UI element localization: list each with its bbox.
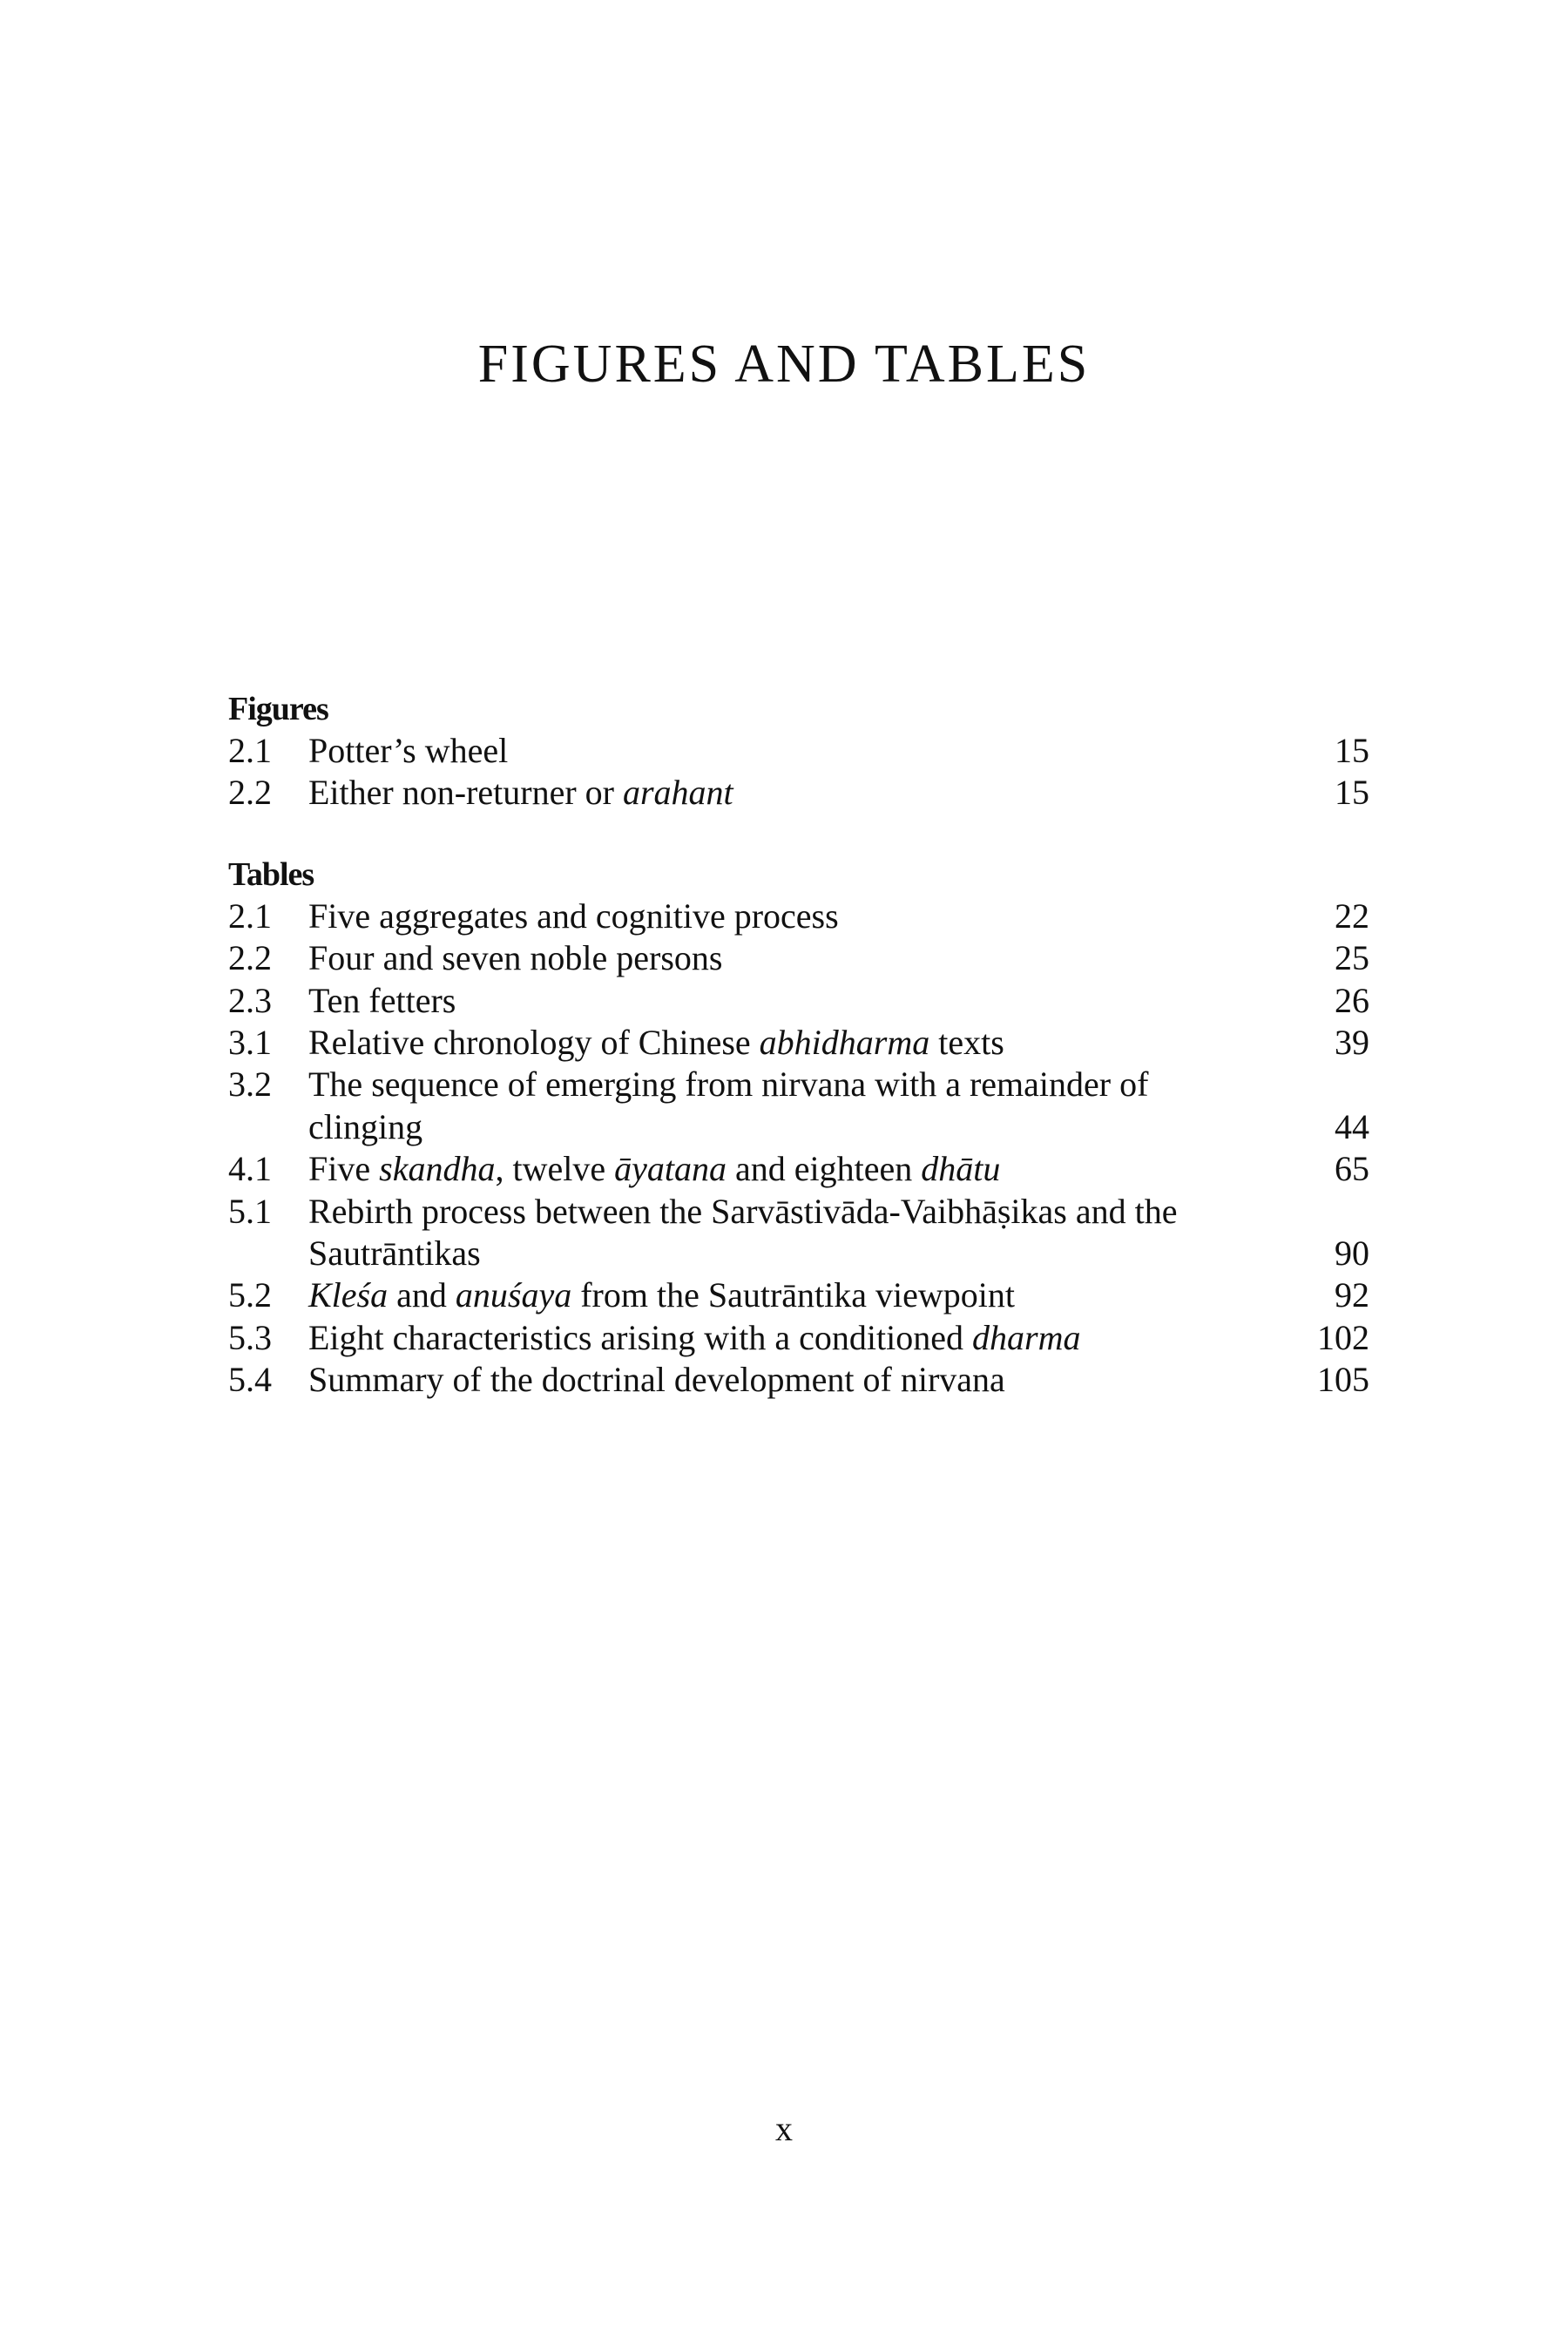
table-entry-title: Rebirth process between the Sarvāstivāda-Vaibhāṣikas and the Sautrāntikas [308, 1191, 1178, 1274]
table-entry-page: 65 [1335, 1149, 1369, 1189]
figures-section [228, 688, 1369, 814]
table-entry-number: 5.3 [228, 1317, 272, 1357]
figure-entry [228, 772, 1369, 814]
tables-section [228, 854, 1369, 1402]
table-entry-number: 2.3 [228, 980, 272, 1020]
table-entry [228, 1148, 1369, 1190]
table-entry-number: 5.1 [228, 1191, 272, 1231]
table-entry-title: Eight characteristics arising with a conditioned dharma [308, 1317, 1081, 1357]
table-entry-number: 5.2 [228, 1275, 272, 1315]
table-entry-page: 92 [1335, 1275, 1369, 1315]
figure-entry-number: 2.2 [228, 773, 272, 813]
figure-entry-title: Either non-returner or arahant [308, 773, 733, 813]
table-entry-page: 25 [1335, 938, 1369, 978]
lists-container [228, 688, 1369, 1441]
table-entry-page: 22 [1335, 896, 1369, 936]
figures-heading: Figures [228, 691, 328, 727]
table-entry-title: Kleśa and anuśaya from the Sautrāntika viewpoint [308, 1275, 1015, 1315]
table-entry [228, 1317, 1369, 1359]
table-entry [228, 1022, 1369, 1064]
table-entry [228, 980, 1369, 1022]
tables-heading: Tables [228, 855, 314, 893]
figure-entry [228, 730, 1369, 772]
table-entry-title: Five skandha, twelve āyatana and eighteen dhātu [308, 1149, 1001, 1189]
figure-entry-number: 2.1 [228, 731, 272, 770]
table-entry-title: The sequence of emerging from nirvana with a remainder of clinging [308, 1064, 1149, 1146]
table-entry-page: 105 [1317, 1360, 1369, 1400]
table-entry [228, 1359, 1369, 1401]
table-entry-number: 3.2 [228, 1064, 272, 1105]
page-number: x [775, 2109, 793, 2148]
table-entry-number: 3.1 [228, 1023, 272, 1063]
table-entry [228, 1064, 1369, 1148]
table-entry-number: 4.1 [228, 1149, 272, 1189]
table-entry [228, 937, 1369, 979]
table-entry-number: 2.1 [228, 896, 272, 936]
table-entry-page: 26 [1335, 980, 1369, 1020]
table-entry [228, 896, 1369, 937]
table-entry-number: 5.4 [228, 1360, 272, 1400]
table-entry-page: 90 [1335, 1233, 1369, 1274]
table-entry-title: Ten fetters [308, 980, 456, 1020]
table-entry-title: Summary of the doctrinal development of nirvana [308, 1360, 1005, 1400]
figure-entry-page: 15 [1335, 731, 1369, 770]
page-title: FIGURES AND TABLES [477, 335, 1091, 394]
table-entry-title: Five aggregates and cognitive process [308, 896, 839, 936]
table-entry-title: Relative chronology of Chinese abhidharma texts [308, 1023, 1004, 1063]
table-entry-page: 102 [1317, 1317, 1369, 1357]
figures-list [228, 730, 1369, 814]
table-entry-number: 2.2 [228, 938, 272, 978]
table-entry-title: Four and seven noble persons [308, 938, 723, 978]
table-entry-page: 39 [1335, 1023, 1369, 1063]
table-entry-page: 44 [1335, 1106, 1369, 1146]
figure-entry-page: 15 [1335, 773, 1369, 813]
tables-list [228, 896, 1369, 1402]
figure-entry-title: Potter’s wheel [308, 731, 509, 770]
table-entry [228, 1274, 1369, 1316]
table-entry [228, 1191, 1369, 1275]
